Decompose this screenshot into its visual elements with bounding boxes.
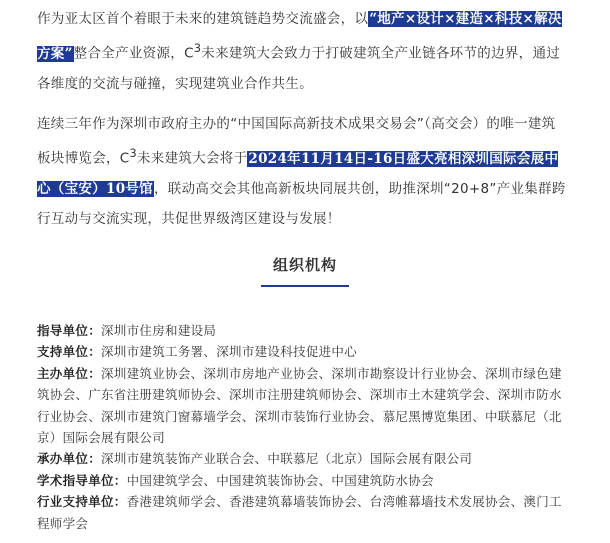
organizer-row-academic — [37, 470, 572, 491]
intro-sup: 3 — [193, 42, 202, 55]
organizers-list — [37, 320, 572, 534]
organizer-label: 学术指导单位： — [37, 472, 127, 488]
intro-paragraph — [37, 4, 569, 99]
title-underline — [261, 285, 349, 287]
expo-text-1b: 未来建筑大会将于 — [137, 150, 248, 167]
section-title: 组织机构 — [272, 256, 337, 274]
organizer-value: 香港建筑师学会、香港建筑幕墙装饰协会、台湾帷幕墙技术发展协会、澳门工程师学会 — [37, 494, 562, 531]
organizer-row-organizer — [37, 448, 572, 469]
intro-text-1: 作为亚太区首个着眼于未来的建筑链趋势交流盛会，以 — [37, 11, 369, 27]
organizer-value: 深圳市建筑装饰产业联合会、中联慕尼（北京）国际会展有限公司 — [101, 451, 473, 467]
expo-text-2: ，联动高交会其他高新板块同展共创，助推深圳“20+8”产业集群跨行互动与交流实现，共促世界级湾区建设与发展！ — [37, 180, 566, 227]
organizer-value: 深圳市住房和建设局 — [101, 323, 217, 338]
expo-text-1a: 连续三年作为深圳市政府主办的“中国国际高新技术成果交易会”（高交会）的唯一建筑板块博览会，C — [37, 116, 556, 167]
organizer-value: 深圳建筑业协会、深圳市房地产业协会、深圳市勘察设计行业协会、深圳市绿色建筑协会、广东省注册建筑师协会、深圳市注册建筑师协会、深圳市土木建筑学会、深圳市防水行业协会、深圳市建筑门窗幕墙学会、深圳市装饰行业协会、慕尼黑博览集团、中联慕尼（北京）国际会展有限公司 — [37, 365, 562, 446]
intro-text-2a: 整合全产业资源，C — [73, 45, 194, 62]
organizer-label: 行业支持单位： — [37, 494, 127, 510]
organizer-row-industry — [37, 491, 572, 534]
organizer-row-support — [37, 341, 572, 362]
organizer-label: 承办单位： — [37, 451, 102, 467]
intro-highlight: “地产×设计×建造×科技×解决方案” — [37, 11, 562, 62]
organizer-value: 中国建筑学会、中国建筑装饰协会、中国建筑防水协会 — [126, 472, 434, 488]
organizer-label: 支持单位： — [37, 344, 102, 360]
intro-text-2b: 未来建筑大会致力于打破建筑全产业链各环节的边界，通过各维度的交流与碰撞，实现建筑业合作共生。 — [37, 45, 561, 92]
expo-sup: 3 — [129, 147, 137, 160]
organizer-row-guiding — [37, 320, 572, 341]
expo-paragraph — [37, 109, 569, 234]
organizer-value: 深圳市建筑工务署、深圳市建设科技促进中心 — [101, 344, 358, 360]
organizer-label: 指导单位： — [37, 323, 102, 338]
expo-date-venue-highlight: 2024年11月14日-16日盛大亮相深圳国际会展中心（宝安）10号馆 — [37, 150, 559, 197]
organizer-row-host — [37, 363, 572, 449]
organizer-label: 主办单位： — [37, 365, 102, 381]
